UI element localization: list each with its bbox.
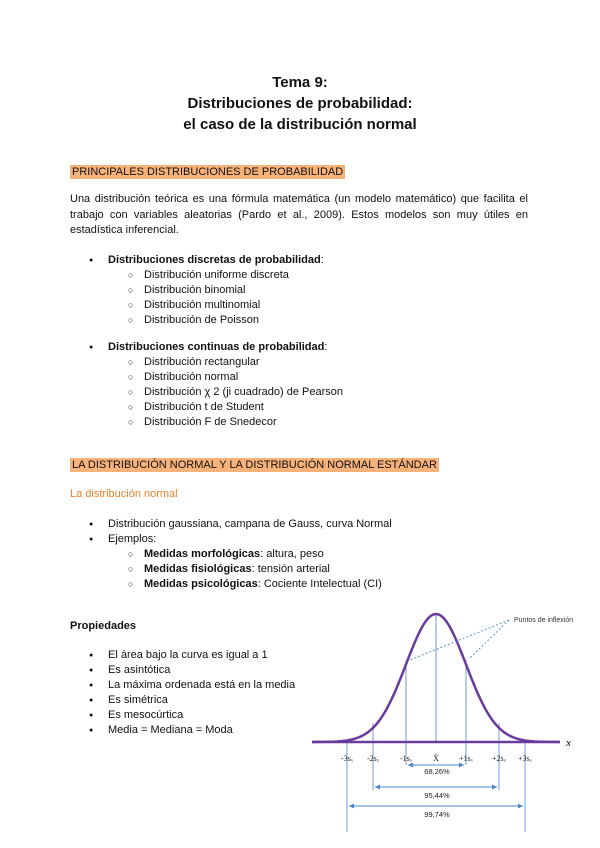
intro-paragraph: Una distribución teórica es una fórmula matemática (un modelo matemático) que facilita el trabajo con variables aleatorias (Pardo et al., 2009). Estos modelos son muy útiles en estadística inferencial. [70,193,528,236]
properties-heading: Propiedades [70,620,137,632]
list-item: ○ Medidas fisiológicas: tensión arterial [108,562,392,577]
title-line-2: Distribuciones de probabilidad: [187,95,413,112]
discrete-bullet: ● Distribuciones discretas de probabilidad: ○ Distribución uniforme discreta ○ Distribución binomial ○ Distribución multinomial ○ Distribución de Poisson [70,253,324,328]
list-item: ○ Distribución binomial [108,283,324,298]
list-item: ○ Distribución rectangular [108,355,343,370]
list-item: ● Es simétrica [70,693,295,708]
list-item: ● Distribución gaussiana, campana de Gauss, curva Normal [70,517,392,532]
tick-label-minus2: -2sₓ [366,754,380,763]
list-item: ● La máxima ordenada está en la media [70,678,295,693]
tick-label-minus1: -1sₓ [399,754,413,763]
examples-bullet: ● Ejemplos: ○ Medidas morfológicas: altura, peso ○ Medidas fisiológicas: tensión arterial ○ Medidas psicológicas: Cociente Intelectual (CI) [70,532,392,592]
tick-label-plus1: +1sₓ [459,754,473,763]
continuous-label: Distribuciones continuas de probabilidad [108,341,325,353]
list-item: ● Es asintótica [70,663,295,678]
list-item: ○ Distribución multinomial [108,298,324,313]
section-heading-text: PRINCIPALES DISTRIBUCIONES DE PROBABILIDAD [72,166,344,178]
percentage-labels [424,767,450,819]
list-item: ○ Distribución F de Snedecor [108,415,343,430]
tick-label-mean: X̄ [433,754,439,763]
tick-labels [341,754,533,763]
list-item: ○ Distribución uniforme discreta [108,268,324,283]
title-line-1: Tema 9: [272,74,328,91]
pct-3sd: 99,74% [424,810,450,819]
subheading-normal: La distribución normal [70,488,178,500]
list-item: ○ Distribución de Poisson [108,313,324,328]
list-item: ● Es mesocúrtica [70,708,295,723]
inflection-label: Puntos de inflexión [514,617,574,624]
tick-label-plus2: +2sₓ [492,754,506,763]
list-item: ○ Distribución normal [108,370,343,385]
list-item: ○ Medidas psicológicas: Cociente Intelectual (CI) [108,577,392,592]
pct-1sd: 68,26% [424,767,450,776]
tick-label-minus3: -3sₓ [340,754,354,763]
list-item: ● El área bajo la curva es igual a 1 [70,648,295,663]
pct-2sd: 95,44% [424,791,450,800]
list-item: ○ Distribución χ 2 (ji cuadrado) de Pearson [108,385,343,400]
x-axis-label: x [566,737,571,749]
tick-label-plus3: +3sₓ [518,754,532,763]
list-item: ○ Medidas morfológicas: altura, peso [108,547,392,562]
list-item: ● Media = Mediana = Moda [70,723,295,738]
continuous-bullet: ● Distribuciones continuas de probabilidad: ○ Distribución rectangular ○ Distribución normal ○ Distribución χ 2 (ji cuadrado) de Pearson ○ Distribución t de Student ○ Distribución F de Snedecor [70,340,343,430]
title-line-3: el caso de la distribución normal [183,116,417,133]
discrete-label: Distribuciones discretas de probabilidad [108,254,321,266]
list-item: ○ Distribución t de Student [108,400,343,415]
section-heading-text: LA DISTRIBUCIÓN NORMAL Y LA DISTRIBUCIÓN NORMAL ESTÁNDAR [72,459,437,471]
inflection-pointers [410,620,509,660]
